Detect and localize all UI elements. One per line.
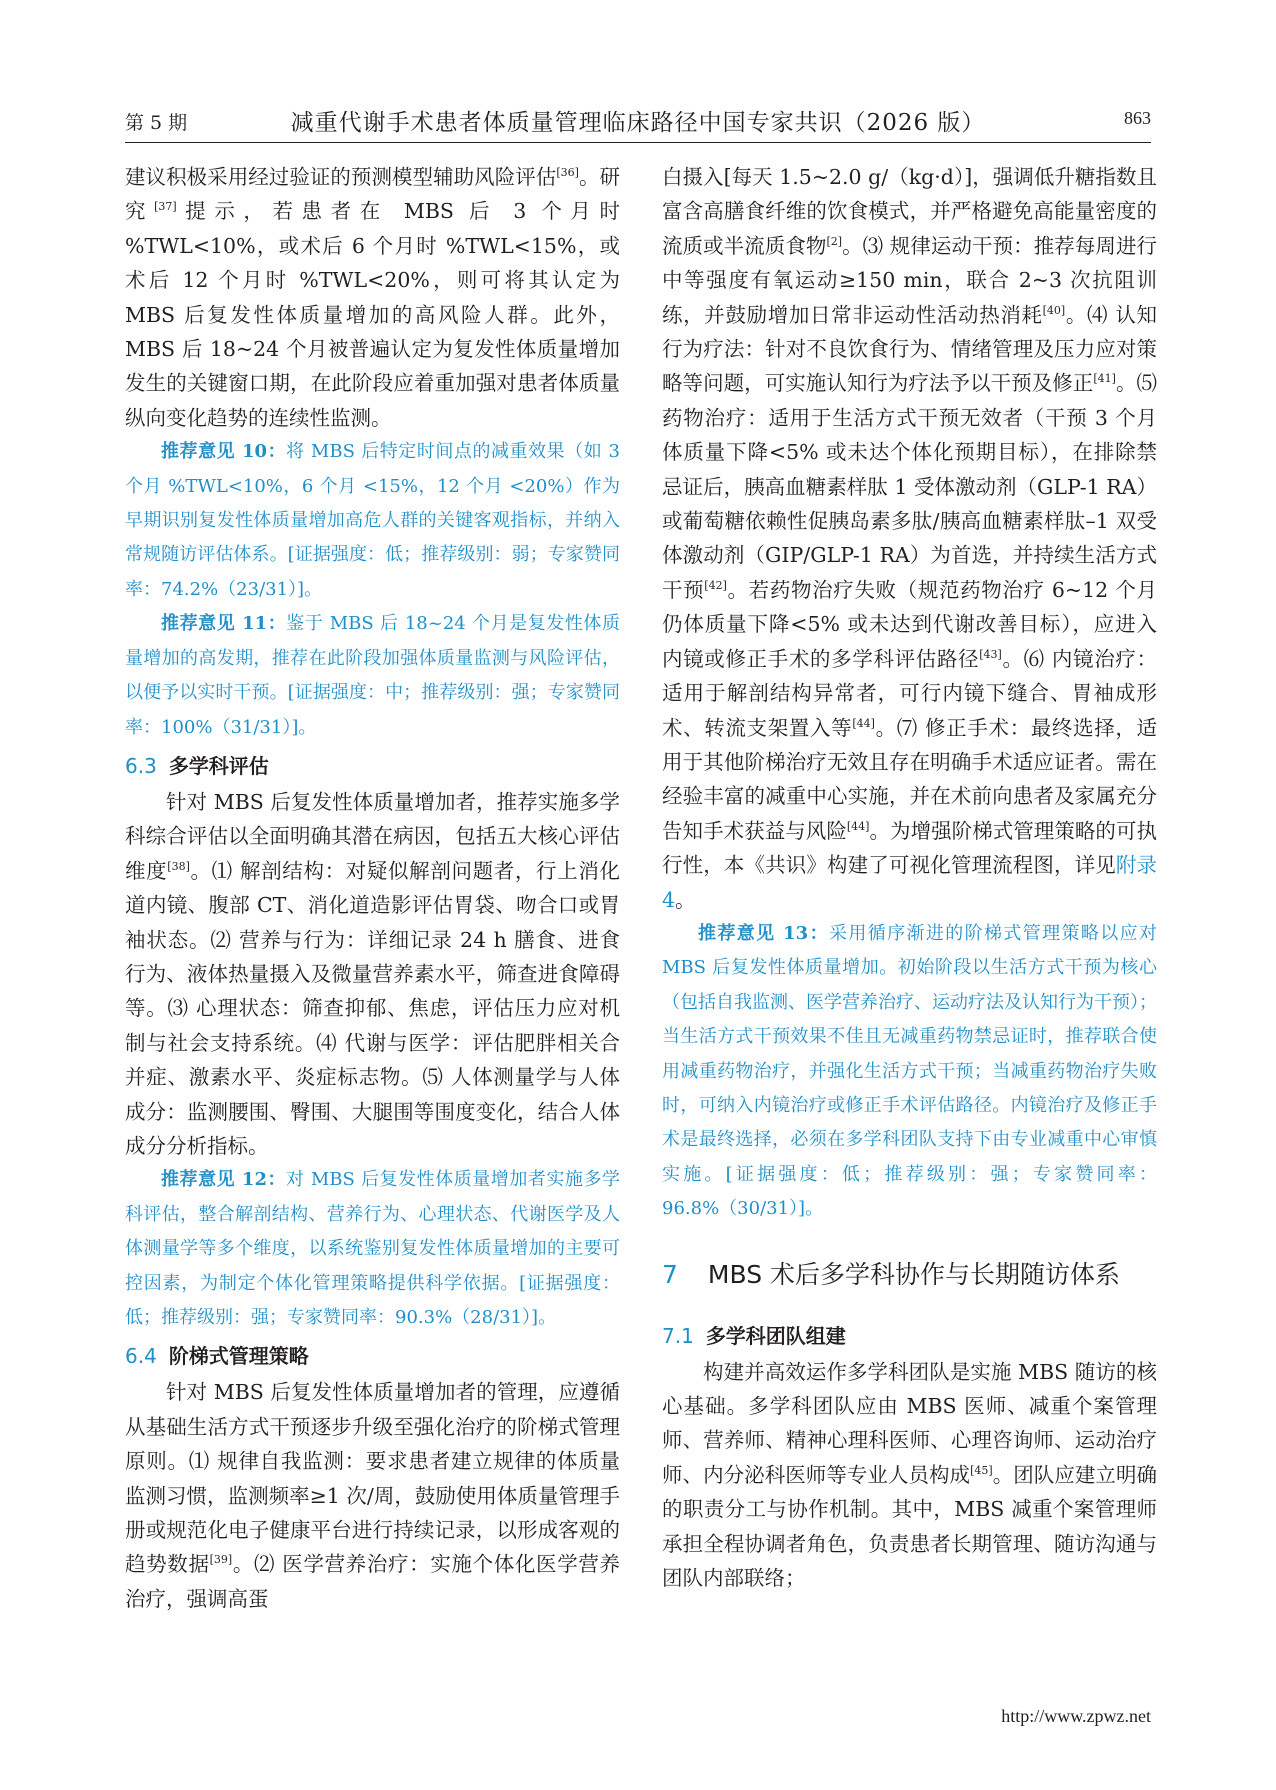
page-number: 863 (1124, 108, 1151, 128)
paragraph: 构建并高效运作多学科团队是实施 MBS 随访的核心基础。多学科团队应由 MBS 医师、减重个案管理师、营养师、精神心理科医师、心理咨询师、运动治疗师、内分泌科医师等专业人员构成[45]。团队应建立明确的职责分工与协作机制。其中，MBS 减重个案管理师承担全程协调者角色，负责患者长期管理、随访沟通与团队内部联络； (662, 1359, 1158, 1591)
citation: [2] (826, 234, 843, 248)
citation: [45] (970, 1463, 993, 1477)
citation: [43] (979, 647, 1002, 661)
recommendation-11: 推荐意见 11：鉴于 MBS 后 18~24 个月是复发性体质量增加的高发期，推荐在此阶段加强体质量监测与风险评估，以便予以实时干预。[证据强度：中；推荐级别：强；专家赞同率：100%（31/31）]。 (125, 613, 620, 738)
section-heading-6-3: 6.3 多学科评估 (125, 753, 269, 778)
paragraph: 针对 MBS 后复发性体质量增加者的管理，应遵循从基础生活方式干预逐步升级至强化治疗的阶梯式管理原则。⑴ 规律自我监测：要求患者建立规律的体质量监测习惯，监测频率≥1 次/周，鼓励使用体质量管理手册或规范化电子健康平台进行持续记录，以形成客观的趋势数据[39]。⑵ 医学营养治疗：实施个体化医学营养治疗，强调高蛋 (125, 1380, 621, 1611)
citation: [39] (209, 1553, 233, 1567)
left-column (125, 160, 620, 1616)
citation: [44] (852, 716, 875, 730)
running-header (125, 108, 1151, 143)
recommendation-13: 推荐意见 13：采用循序渐进的阶梯式管理策略以应对 MBS 后复发性体质量增加。初始阶段以生活方式干预为核心（包括自我监测、医学营养治疗、运动疗法及认知行为干预）；当生活方式干预效果不佳且无减重药物禁忌证时，推荐联合使用减重药物治疗，并强化生活方式干预；当减重药物治疗失败时，可纳入内镜治疗或修正手术评估路径。内镜治疗及修正手术是最终选择，必须在多学科团队支持下由专业减重中心审慎实施。[证据强度：低；推荐级别：强；专家赞同率：96.8%（30/31）]。 (662, 922, 1157, 1220)
recommendation-label: 推荐意见 12： (161, 1169, 287, 1191)
paragraph: 白摄入[每天 1.5~2.0 g/（kg·d）]，强调低升糖指数且富含高膳食纤维的饮食模式，并严格避免高能量密度的流质或半流质食物[2]。⑶ 规律运动干预：推荐每周进行中等强度有氧运动≥150 min，联合 2~3 次抗阻训练，并鼓励增加日常非运动性活动热消耗[40]。⑷ 认知行为疗法：针对不良饮食行为、情绪管理及压力应对策略等问题，可实施认知行为疗法予以干预及修正[41]。⑸ 药物治疗：适用于生活方式干预无效者（干预 3 个月体质量下降<5% 或未达个体化预期目标），在排除禁忌证后，胰高血糖素样肽 1 受体激动剂（GLP-1 RA）或葡萄糖依赖性促胰岛素多肽/胰高血糖素样肽–1 双受体激动剂（GIP/GLP-1 RA）为首选，并持续生活方式干预[42]。若药物治疗失败（规范药物治疗 6~12 个月仍体质量下降<5% 或未达到代谢改善目标），应进入内镜或修正手术的多学科评估路径[43]。⑹ 内镜治疗：适用于解剖结构异常者，可行内镜下缝合、胃袖成形术、转流支架置入等[44]。⑺ 修正手术：最终选择，适用于其他阶梯治疗无效且存在明确手术适应证者。需在经验丰富的减重中心实施，并在术前向患者及家属充分告知手术获益与风险[44]。为增强阶梯式管理策略的可执行性，本《共识》构建了可视化管理流程图，详见附录 4。 (662, 165, 1158, 912)
recommendation-label: 推荐意见 13： (698, 922, 829, 944)
recommendation-label: 推荐意见 10： (161, 441, 287, 463)
footer-url[interactable]: http://www.zpwz.net (1001, 1706, 1151, 1726)
recommendation-12: 推荐意见 12：对 MBS 后复发性体质量增加者实施多学科评估，整合解剖结构、营养行为、心理状态、代谢医学及人体测量学等多个维度，以系统鉴别复发性体质量增加的主要可控因素，为制定个体化管理策略提供科学依据。[证据强度：低；推荐级别：强；专家赞同率：90.3%（28/31）]。 (125, 1169, 620, 1328)
citation: [37] (154, 200, 177, 214)
running-title: 减重代谢手术患者体质量管理临床路径中国专家共识（2026 版） (290, 110, 986, 136)
paragraph: 建议积极采用经过验证的预测模型辅助风险评估[36]。研究[37]提示，若患者在 MBS 后 3 个月时 %TWL<10%，或术后 6 个月时 %TWL<15%，或术后 12 个月时 %TWL<20%，则可将其认定为 MBS 后复发性体质量增加的高风险人群。此外，MBS 后 18~24 个月被普遍认定为复发性体质量增加发生的关键窗口期，在此阶段应着重加强对患者体质量纵向变化趋势的连续性监测。 (125, 165, 621, 430)
appendix-4-link[interactable]: 附录 4 (662, 853, 1158, 912)
section-heading-7: 7 MBS 术后多学科协作与长期随访体系 (662, 1259, 1121, 1289)
paragraph: 针对 MBS 后复发性体质量增加者，推荐实施多学科综合评估以全面明确其潜在病因，包括五大核心评估维度[38]。⑴ 解剖结构：对疑似解剖问题者，行上消化道内镜、腹部 CT、消化道造影评估胃袋、吻合口或胃袖状态。⑵ 营养与行为：详细记录 24 h 膳食、进食行为、液体热量摄入及微量营养素水平，筛查进食障碍等。⑶ 心理状态：筛查抑郁、焦虑，评估压力应对机制与社会支持系统。⑷ 代谢与医学：评估肥胖相关合并症、激素水平、炎症标志物。⑸ 人体测量学与人体成分：监测腰围、臀围、大腿围等围度变化，结合人体成分分析指标。 (125, 789, 621, 1158)
citation: [36] (556, 166, 579, 180)
section-heading-6-4: 6.4 阶梯式管理策略 (125, 1344, 309, 1369)
citation: [38] (167, 859, 190, 873)
citation: [40] (1042, 303, 1066, 317)
recommendation-10: 推荐意见 10：将 MBS 后特定时间点的减重效果（如 3 个月 %TWL<10%，6 个月 <15%，12 个月 <20%）作为早期识别复发性体质量增加高危人群的关键客观指标，并纳入常规随访评估体系。[证据强度：低；推荐级别：弱；专家赞同率：74.2%（23/31）]。 (125, 441, 620, 600)
citation: [44] (846, 819, 870, 833)
issue-number: 第 5 期 (125, 112, 188, 134)
section-heading-7-1: 7.1 多学科团队组建 (662, 1323, 846, 1348)
right-column (662, 160, 1157, 1595)
recommendation-label: 推荐意见 11： (161, 613, 287, 635)
citation: [41] (1093, 372, 1116, 386)
citation: [42] (704, 579, 727, 593)
